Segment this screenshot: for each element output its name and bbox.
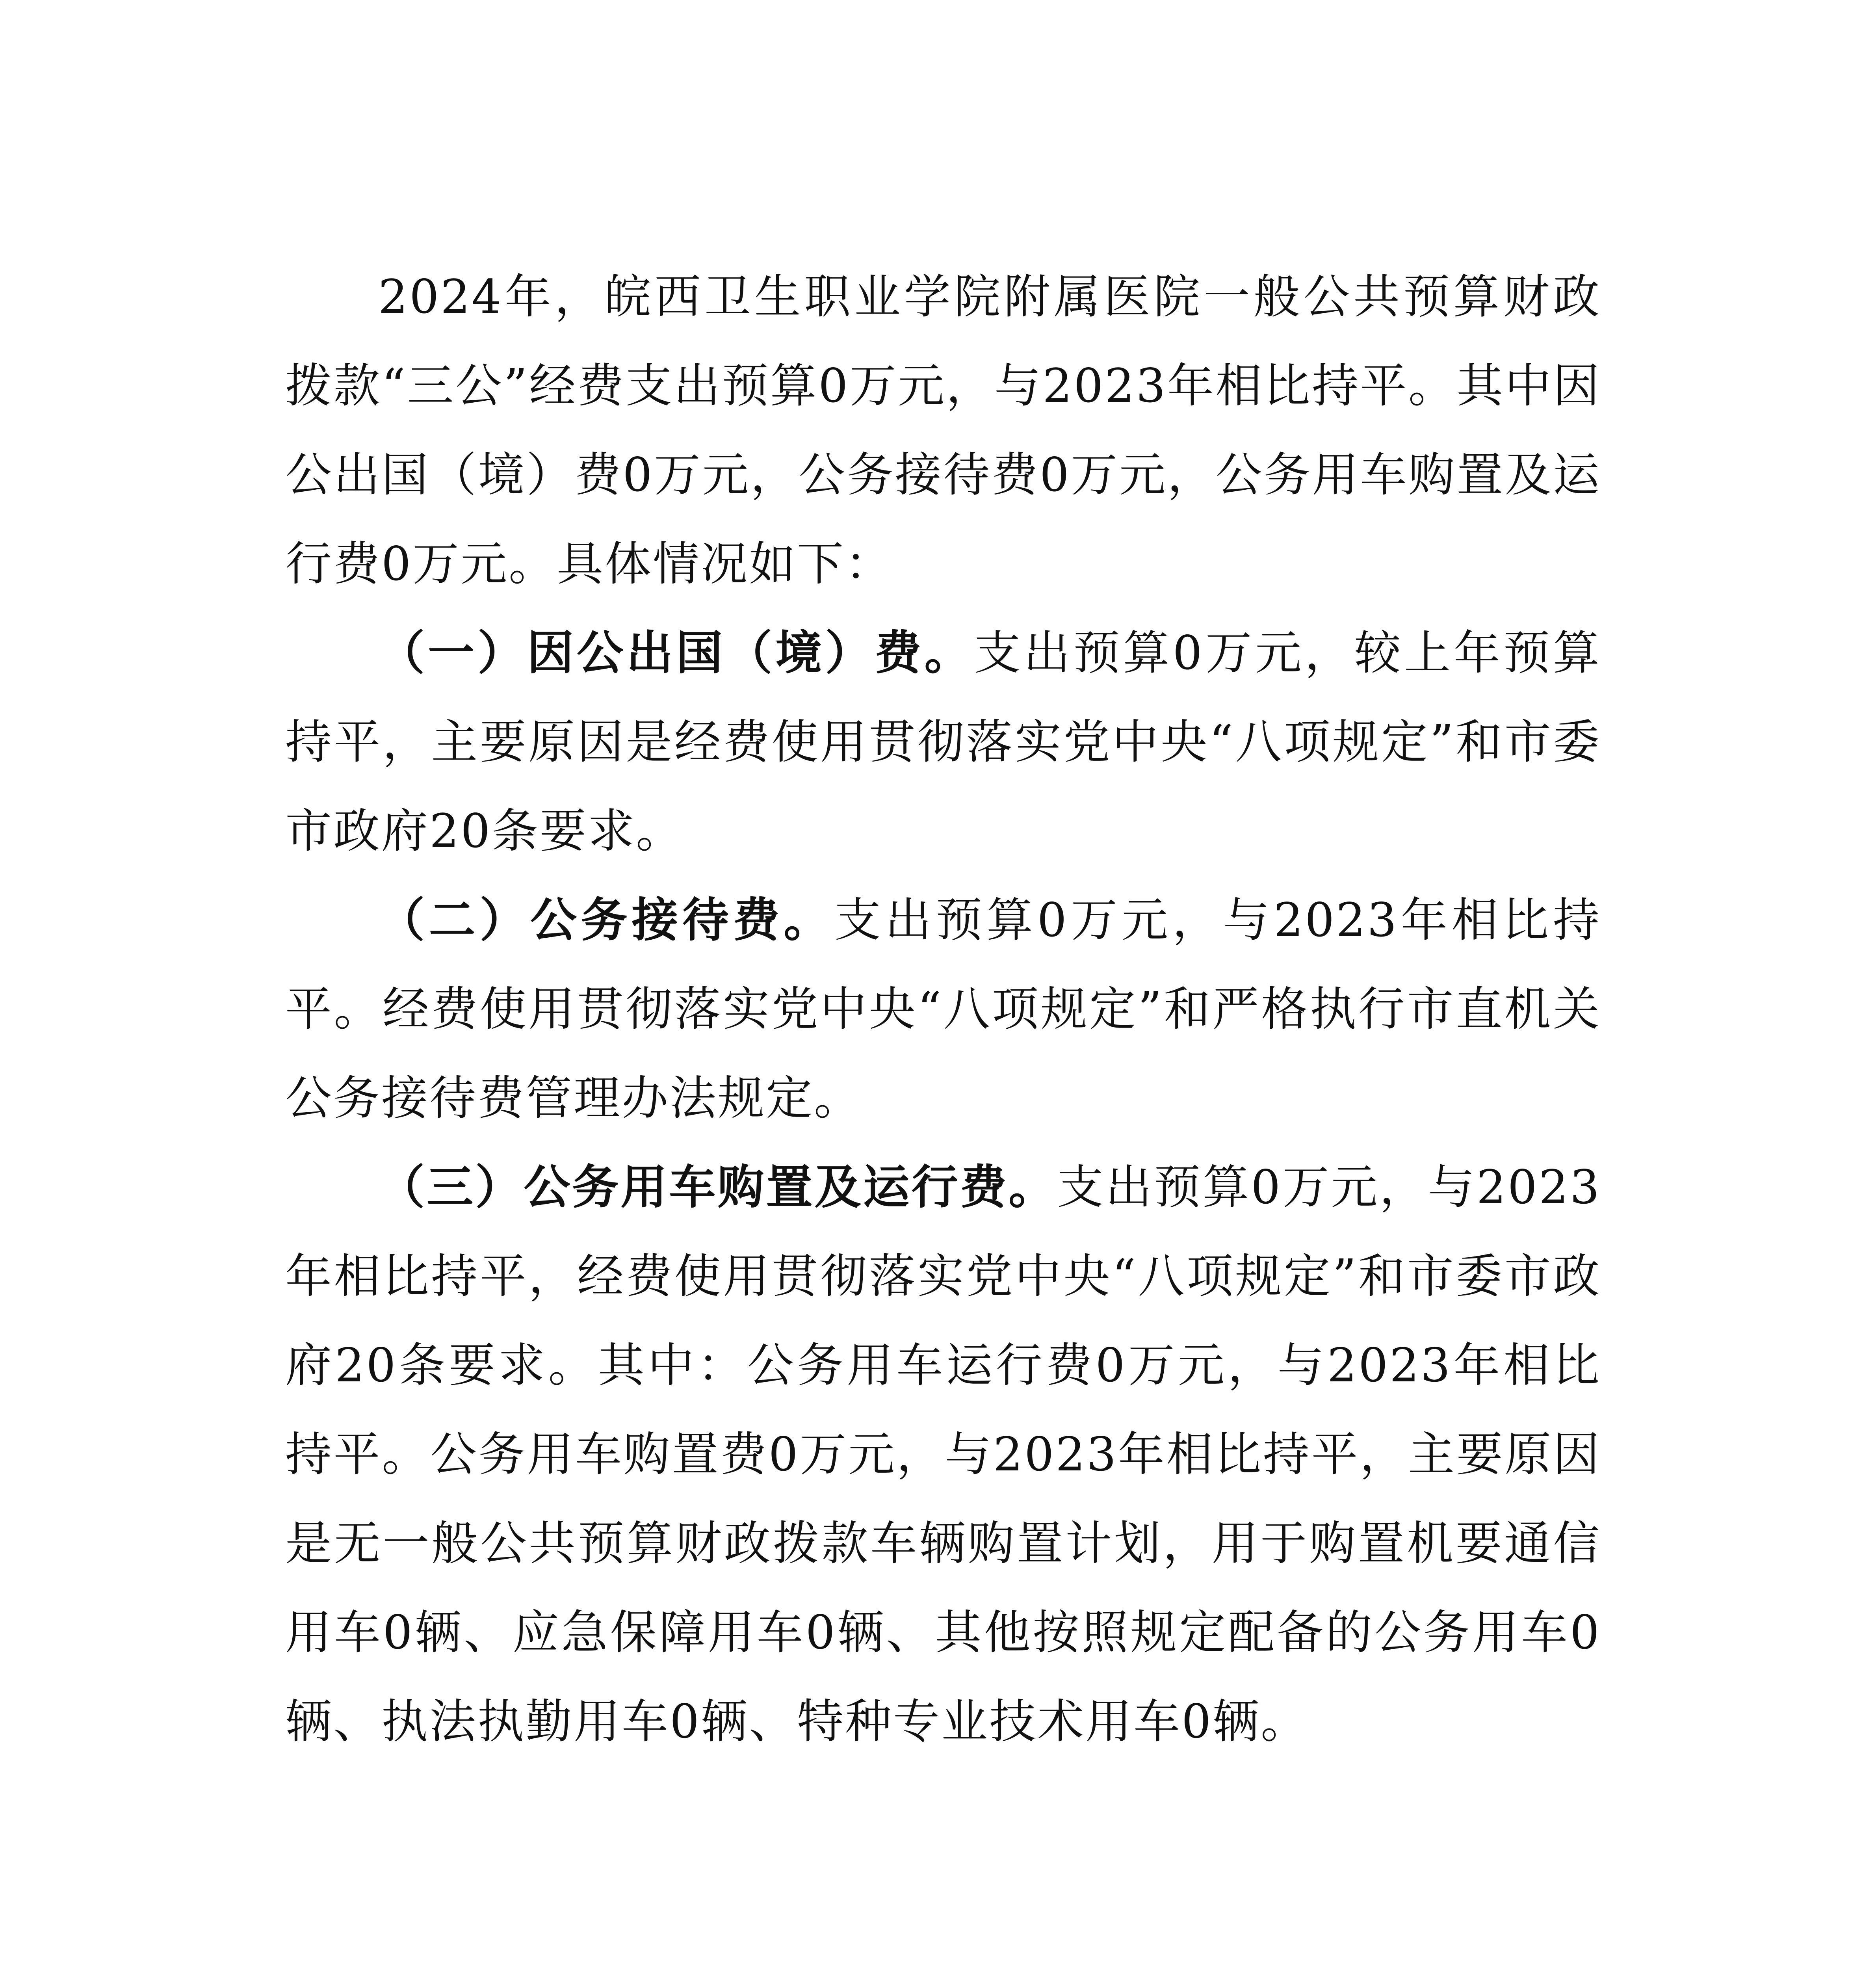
paragraph-heading: （一）因公出国（境）费。 [378,626,974,680]
document-body [285,252,1601,1766]
paragraph-text: 支出预算0万元，与2023年相比持平。经费使用贯彻落实党中央“八项规定”和严格执行市直机关公务接待费管理办法规定。 [285,893,1601,1125]
paragraph-vehicles [285,1143,1601,1766]
paragraph-reception [285,875,1601,1143]
paragraph-text: 支出预算0万元，与2023年相比持平，经费使用贯彻落实党中央“八项规定”和市委市政府20条要求。其中：公务用车运行费0万元，与2023年相比持平。公务用车购置费0万元，与2023年相比持平，主要原因是无一般公共预算财政拨款车辆购置计划，用于购置机要通信用车0辆、应急保障用车0辆、其他按照规定配备的公务用车0辆、执法执勤用车0辆、特种专业技术用车0辆。 [285,1160,1601,1749]
paragraph-text: 支出预算0万元，较上年预算持平，主要原因是经费使用贯彻落实党中央“八项规定”和市委市政府20条要求。 [285,626,1601,858]
paragraph-overseas-travel [285,608,1601,875]
paragraph-heading: （二）公务接待费。 [378,893,834,947]
paragraph-heading: （三）公务用车购置及运行费。 [378,1160,1057,1214]
paragraph-intro [285,252,1601,608]
paragraph-text: 2024年，皖西卫生职业学院附属医院一般公共预算财政拨款“三公”经费支出预算0万元，与2023年相比持平。其中因公出国（境）费0万元，公务接待费0万元，公务用车购置及运行费0万元。具体情况如下： [285,269,1601,591]
